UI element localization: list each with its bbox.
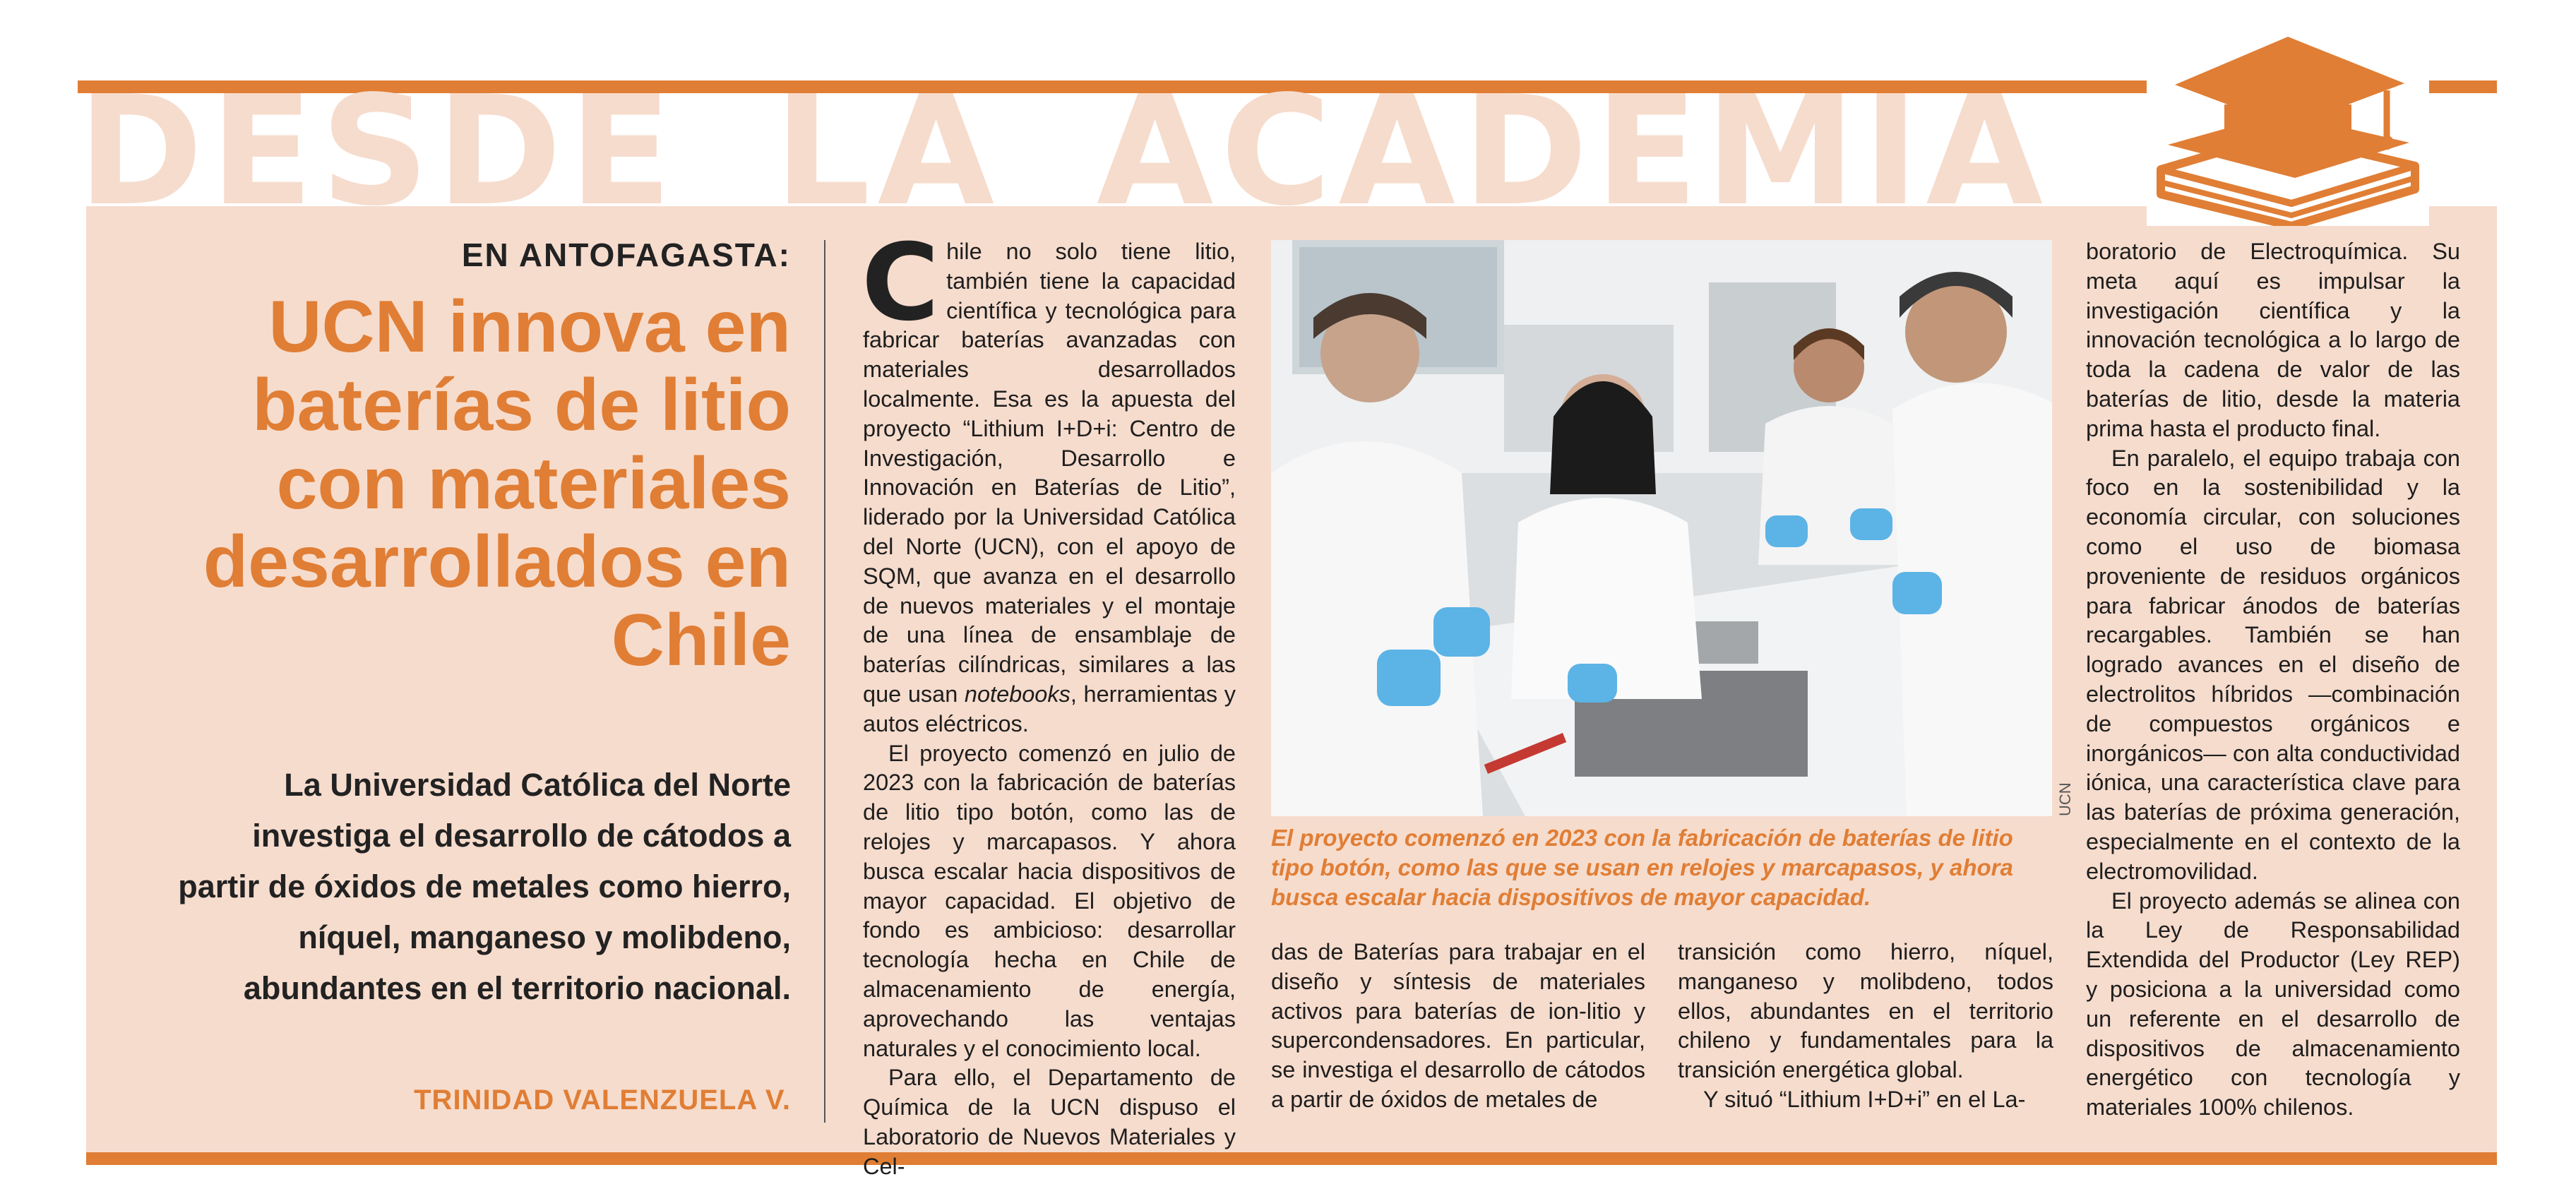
column-divider [824, 240, 825, 1123]
paragraph: Y situó “Lithium I+D+i” en el La- [1703, 1086, 2026, 1112]
body-column-2 [1271, 938, 1645, 1115]
body-column-3 [1678, 938, 2053, 1115]
graduation-cap-icon [2147, 21, 2429, 226]
paragraph: En paralelo, el equipo trabaja con foco en la sostenibilidad y la economía circular, con soluciones como el uso de biomasa proveniente de residuos orgánicos para fabricar ánodos de baterías recargables. También se han logrado avances en el diseño de electrolitos híbridos —combinación de compuestos orgánicos e inorgánicos— con alta conductividad iónica, una característica clave para las baterías de próxima generación, especialmente en el contexto de la electromovilidad. [2086, 445, 2460, 884]
paragraph-text: hile no solo tiene litio, también tiene la capacidad científica y tecnológica para fabricar baterías avanzadas con materiales desarrollados localmente. Esa es la apuesta del proyecto “Lithium I+D+i: Centro de Investigación, Desarrollo e Innovación en Baterías de Litio”, liderado por la Universidad Católica del Norte (UCN), con el apoyo de SQM, que avanza en el desarrollo de nuevos materiales y el montaje de una línea de ensamblaje de baterías cilíndricas, similares a las que usan [863, 239, 1236, 707]
body-column-1 [861, 222, 1236, 1182]
photo-caption: El proyecto comenzó en 2023 con la fabricación de baterías de litio tipo botón, como las que se usan en relojes y marcapasos, y ahora busca escalar hacia dispositivos de mayor capacidad. [1271, 825, 2013, 910]
lab-photo-illustration [1271, 240, 2052, 816]
paragraph-text: , herramientas y autos eléctricos. [863, 681, 1236, 736]
paragraph: transición como hierro, níquel, manganeso y molibdeno, todos ellos, abundantes en el territorio chileno y fundamentales para la transición energética global. [1678, 939, 2053, 1083]
lab-photo [1271, 240, 2052, 816]
section-banner: DESDE LA ACADEMIA [78, 85, 2051, 219]
paragraph: das de Baterías para trabajar en el diseño y síntesis de materiales activos para baterías de ion-litio y supercondensadores. En particular, se investiga el desarrollo de cátodos a partir de óxidos de metales de [1271, 939, 1645, 1112]
paragraph: El proyecto comenzó en julio de 2023 con la fabricación de baterías de litio tipo botón, como las de relojes y marcapasos. Y ahora busca escalar hacia dispositivos de mayor capacidad. El objetivo de fondo es ambicioso: desarrollar tecnología hecha en Chile de almacenamiento de energía, aprovechando las ventajas naturales y el conocimiento local. [863, 740, 1236, 1061]
paragraph: El proyecto además se alinea con la Ley de Responsabilidad Extendida del Productor (Ley REP) y posiciona a la universidad como un referente en el desarrollo de dispositivos de almacenamiento energético con tecnología y materiales 100% chilenos. [2086, 888, 2460, 1121]
bottom-rule [86, 1152, 2497, 1165]
paragraph: Para ello, el Departamento de Química de la UCN dispuso el Laboratorio de Nuevos Materiales y Cel- [863, 1065, 1236, 1179]
body-column-4 [2086, 237, 2460, 1123]
byline: TRINIDAD VALENZUELA V. [414, 1085, 791, 1116]
italic-term: notebooks [964, 681, 1071, 707]
headline: UCN innova en baterías de litio con materiales desarrollados en Chile [203, 286, 791, 681]
subheadline: La Universidad Católica del Norte investiga el desarrollo de cátodos a partir de óxidos de metales como hierro, níquel, manganeso y molibdeno, abundantes en el territorio nacional. [178, 767, 791, 1006]
kicker: EN ANTOFAGASTA: [461, 237, 791, 273]
paragraph: boratorio de Electroquímica. Su meta aquí es impulsar la investigación científica y la innovación tecnológica a lo largo de toda la cadena de valor de las baterías de litio, desde la materia prima hasta el producto final. [2086, 239, 2460, 441]
drop-cap: C [861, 222, 940, 345]
photo-credit: UCN [2056, 782, 2074, 816]
